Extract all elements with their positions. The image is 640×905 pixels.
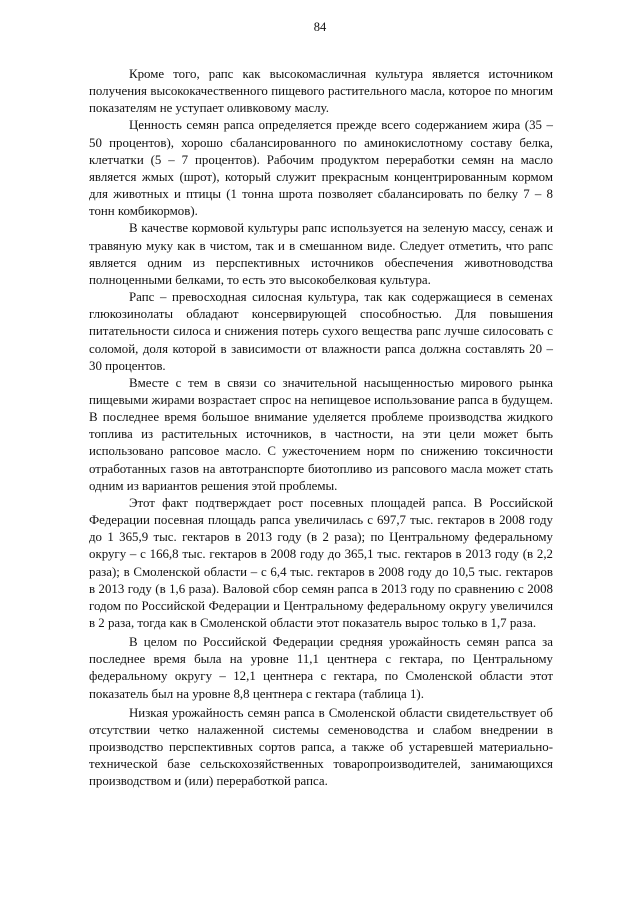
document-body [89, 66, 553, 791]
paragraph: Ценность семян рапса определяется прежде всего содержанием жира (35 – 50 процентов), хорошо сбалансированного по аминокислотному составу белка, клетчатки (5 – 7 процентов). Рабочим продуктом переработки семян на масло является жмых (шрот), который служит прекрасным концентрированным кормом для животных и птицы (1 тонна шрота позволяет сбалансировать по белку 7 – 8 тонн комбикормов). [89, 118, 553, 219]
paragraph: Вместе с тем в связи со значительной насыщенностью мирового рынка пищевыми жирами возрастает спрос на непищевое использование рапса в будущем. В последнее время большое внимание уделяется проблеме производства жидкого топлива из растительных источников, в частности, на эти цели может быть использовано рапсовое масло. С ужесточением норм по снижению токсичности отработанных газов на автотранспорте биотопливо из рапсового масла может стать одним из вариантов решения этой проблемы. [89, 375, 553, 493]
paragraph: В целом по Российской Федерации средняя урожайность семян рапса за последнее время была на уровне 11,1 центнера с гектара, по Центральному федеральному округу – 12,1 центнера с гектара, по Смоленской области этот показатель был на уровне 8,8 центнера с гектара (таблица 1). [89, 635, 553, 701]
paragraph: В качестве кормовой культуры рапс используется на зеленую массу, сенаж и травяную муку как в чистом, так и в смешанном виде. Следует отметить, что рапс является одним из перспективных источников обеспечения животноводства полноценными белками, то есть это высокобелковая культура. [89, 221, 553, 287]
paragraph: Этот факт подтверждает рост посевных площадей рапса. В Российской Федерации посевная площадь рапса увеличилась с 697,7 тыс. гектаров в 2008 году до 1 365,9 тыс. гектаров в 2013 году (в 2 раза); по Центральному федеральному округу – с 166,8 тыс. гектаров в 2008 году до 365,1 тыс. гектаров в 2013 году (в 2,2 раза); в Смоленской области – с 6,4 тыс. гектаров в 2008 году до 10,5 тыс. гектаров в 2013 году (в 1,6 раза). Валовой сбор семян рапса в 2013 году по сравнению с 2008 годом по Российской Федерации и Центральному федеральному округу увеличился в 2 раза, тогда как в Смоленской области этот показатель вырос только в 1,7 раза. [89, 495, 553, 630]
paragraph: Кроме того, рапс как высокомасличная культура является источником получения высококачественного пищевого растительного масла, которое по многим показателям не уступает оливковому маслу. [89, 67, 553, 116]
paragraph: Низкая урожайность семян рапса в Смоленской области свидетельствует об отсутствии четко налаженной системы семеноводства и слабом внедрении в производство перспективных сортов рапса, а также об устаревшей материально-технической базе сельскохозяйственных товаропроизводителей, занимающихся производством и (или) переработкой рапса. [89, 705, 553, 789]
paragraph: Рапс – превосходная силосная культура, так как содержащиеся в семенах глюкозинолаты обладают консервирующей способностью. Для повышения питательности силоса и снижения потерь сухого вещества рапс лучше силосовать с соломой, доля которой в зависимости от влажности рапса должна составлять 20 – 30 процентов. [89, 290, 553, 373]
page-number: 84 [313, 20, 327, 34]
